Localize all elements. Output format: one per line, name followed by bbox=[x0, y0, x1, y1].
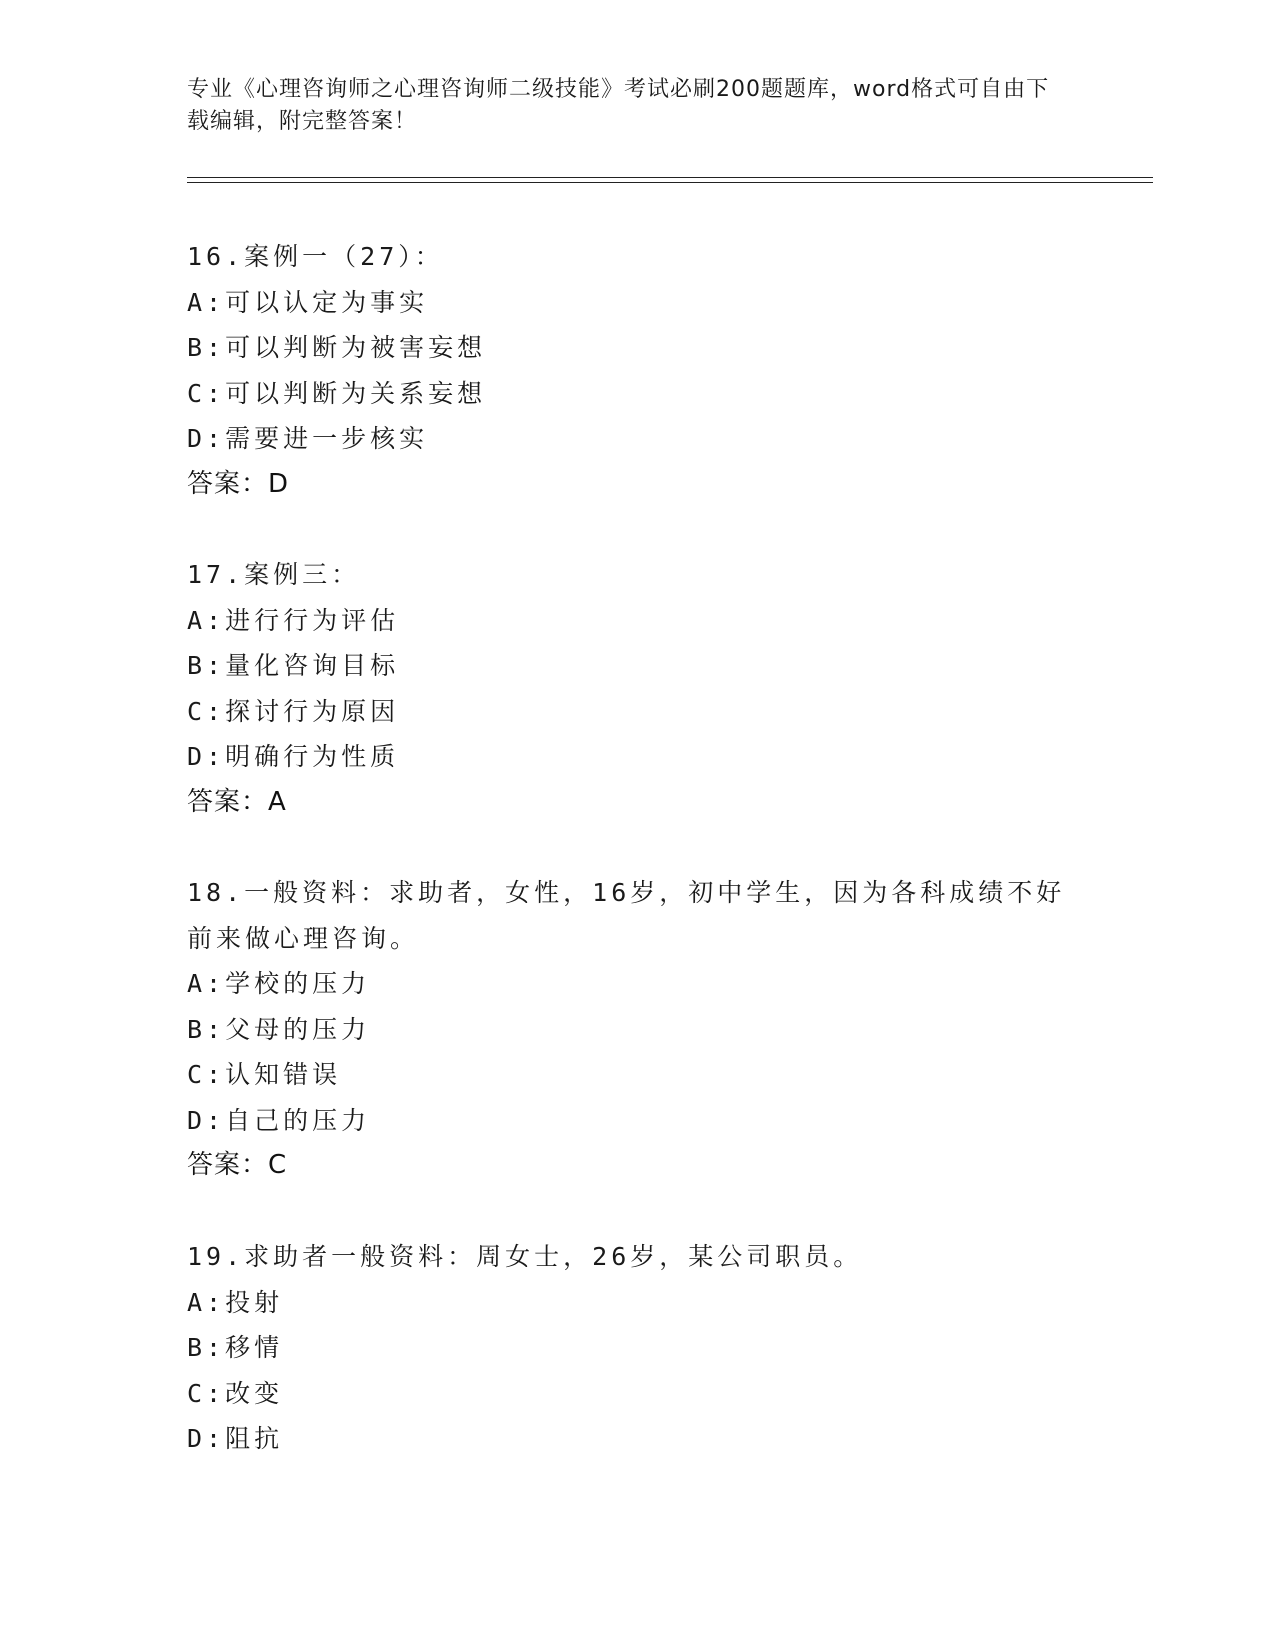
document-header: 专业《心理咨询师之心理咨询师二级技能》考试必刷200题题库，word格式可自由下载编辑，附完整答案！ bbox=[187, 77, 1050, 134]
option-a: A:可以认定为事实 bbox=[187, 287, 429, 317]
option-b: B:移情 bbox=[187, 1333, 284, 1362]
option-a: A:学校的压力 bbox=[187, 969, 371, 998]
option-c: C:探讨行为原因 bbox=[187, 696, 400, 726]
answer-line: 答案：A bbox=[187, 786, 287, 817]
question-18 bbox=[187, 870, 1087, 1189]
question-19 bbox=[187, 1234, 1087, 1462]
option-a: A:进行行为评估 bbox=[187, 605, 400, 635]
option-c: C:可以判断为关系妄想 bbox=[187, 378, 487, 408]
question-stem: 18.一般资料：求助者，女性，16岁，初中学生，因为各科成绩不好前来做心理咨询。 bbox=[187, 878, 1066, 953]
option-a: A:投射 bbox=[187, 1287, 284, 1317]
question-stem: 19.求助者一般资料：周女士，26岁，某公司职员。 bbox=[187, 1242, 863, 1271]
option-d: D:阻抗 bbox=[187, 1424, 284, 1453]
question-17 bbox=[187, 552, 1087, 825]
option-b: B:父母的压力 bbox=[187, 1014, 371, 1044]
answer-line: 答案：C bbox=[187, 1150, 288, 1180]
option-b: B:可以判断为被害妄想 bbox=[187, 333, 487, 362]
question-16 bbox=[187, 234, 1087, 507]
option-d: D:明确行为性质 bbox=[187, 742, 400, 771]
header-divider-top bbox=[187, 177, 1153, 178]
header-divider-bottom bbox=[187, 182, 1153, 183]
option-b: B:量化咨询目标 bbox=[187, 651, 400, 680]
question-stem: 17.案例三： bbox=[187, 560, 361, 589]
question-stem: 16.案例一（27）： bbox=[187, 242, 444, 271]
option-d: D:需要进一步核实 bbox=[187, 424, 429, 453]
answer-line: 答案：D bbox=[187, 468, 290, 499]
option-c: C:认知错误 bbox=[187, 1060, 342, 1089]
option-c: C:改变 bbox=[187, 1378, 284, 1408]
option-d: D:自己的压力 bbox=[187, 1105, 371, 1135]
